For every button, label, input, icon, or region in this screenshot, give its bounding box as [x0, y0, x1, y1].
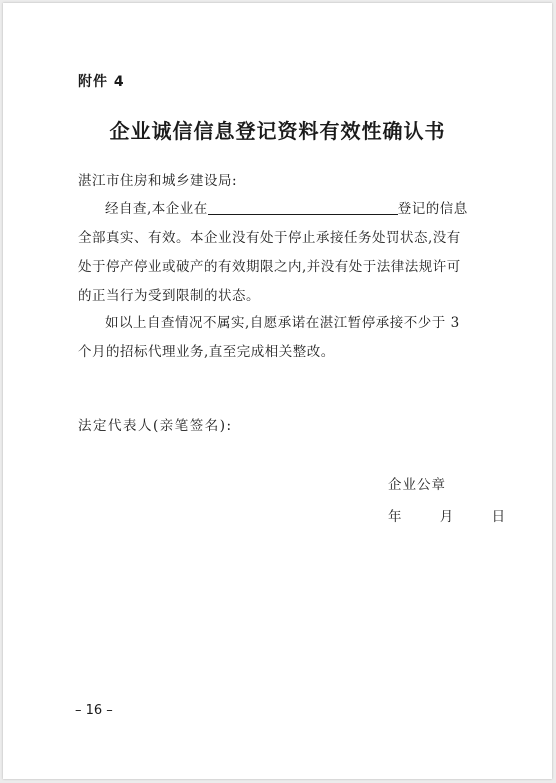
paragraph-line: 的正当行为受到限制的状态。	[78, 288, 260, 304]
legal-representative-signature-label: 法定代表人(亲笔签名):	[78, 418, 233, 434]
document-title: 企业诚信信息登记资料有效性确认书	[109, 119, 446, 143]
date-month-label: 月	[439, 509, 454, 525]
paragraph-line: 处于停产停业或破产的有效期限之内,并没有处于法律法规许可	[78, 259, 461, 275]
paragraph-text: 经自查,本企业在	[105, 201, 208, 217]
attachment-label: 附件 4	[78, 74, 125, 90]
page-number: – 16 –	[75, 703, 113, 718]
paragraph-text: 登记的信息	[397, 201, 468, 217]
paragraph-line: 全部真实、有效。本企业没有处于停止承接任务处罚状态,没有	[78, 230, 461, 246]
addressee: 湛江市住房和城乡建设局:	[78, 173, 238, 189]
date-year-label: 年	[388, 509, 402, 525]
company-seal-label: 企业公章	[388, 477, 446, 493]
paragraph-line	[78, 195, 483, 224]
date-line	[388, 505, 525, 525]
paragraph-line: 个月的招标代理业务,直至完成相关整改。	[78, 344, 335, 360]
document-page	[3, 3, 552, 779]
paragraph-commitment	[78, 309, 483, 367]
date-day-label: 日	[491, 509, 506, 525]
paragraph-self-check	[78, 195, 483, 311]
fill-in-blank-line	[208, 200, 398, 215]
paragraph-line: 如以上自查情况不属实,自愿承诺在湛江暂停承接不少于 3	[105, 315, 460, 331]
